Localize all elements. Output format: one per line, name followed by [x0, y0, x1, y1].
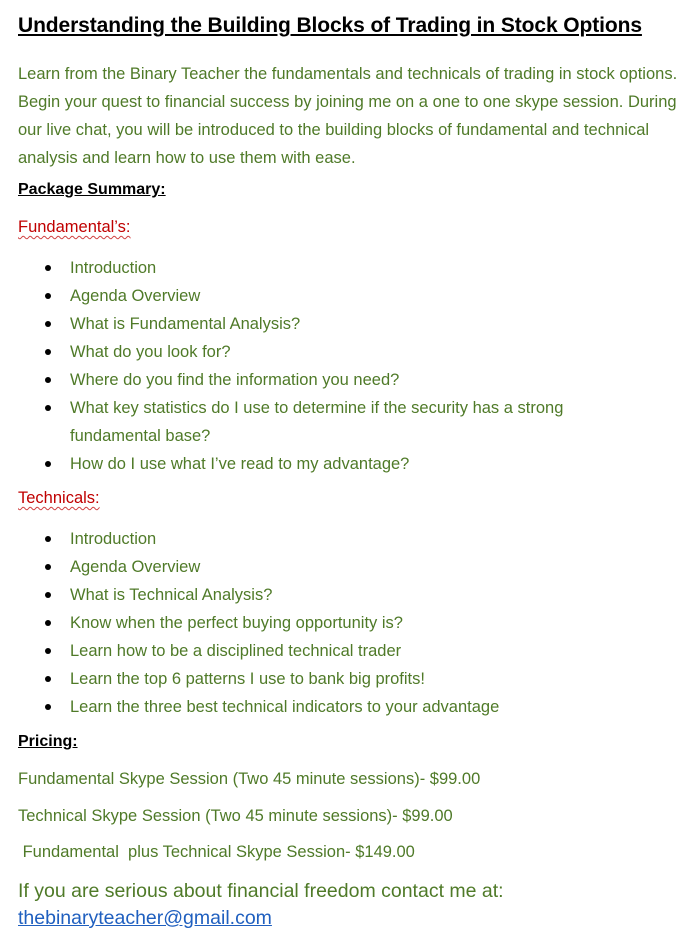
- list-item: What is Fundamental Analysis?: [0, 310, 680, 338]
- contact-text: If you are serious about financial freedom contact me at:: [18, 880, 504, 902]
- technicals-heading: Technicals:: [18, 489, 100, 507]
- email-link[interactable]: thebinaryteacher@gmail.com: [18, 907, 272, 929]
- bullet-icon: [45, 648, 51, 654]
- bullet-icon: [45, 321, 51, 327]
- page-title: Understanding the Building Blocks of Trading in Stock Options: [18, 14, 642, 37]
- bullet-icon: [45, 405, 51, 411]
- list-item: What key statistics do I use to determine if the security has a strong fundamental base?: [0, 394, 680, 450]
- list-item: Learn the three best technical indicators to your advantage: [0, 693, 680, 721]
- list-item: Agenda Overview: [0, 553, 680, 581]
- pricing-label: Pricing:: [18, 733, 78, 750]
- bullet-icon: [45, 461, 51, 467]
- bullet-icon: [45, 349, 51, 355]
- list-item: Know when the perfect buying opportunity is?: [0, 609, 680, 637]
- bullet-icon: [45, 564, 51, 570]
- price-line-fundamental: Fundamental Skype Session (Two 45 minute sessions)- $99.00: [18, 770, 481, 788]
- bullet-icon: [45, 704, 51, 710]
- list-item: How do I use what I’ve read to my advantage?: [0, 450, 680, 478]
- bullet-icon: [45, 676, 51, 682]
- bullet-icon: [45, 592, 51, 598]
- list-item: What is Technical Analysis?: [0, 581, 680, 609]
- list-item: Learn how to be a disciplined technical trader: [0, 637, 680, 665]
- bullet-icon: [45, 377, 51, 383]
- package-summary-label: Package Summary:: [18, 181, 166, 198]
- price-line-combined: Fundamental plus Technical Skype Session- $149.00: [18, 843, 415, 861]
- intro-paragraph: Learn from the Binary Teacher the fundamentals and technicals of trading in stock options. Begin your quest to financial success by joining me on a one to one skype session. During our live chat, you will be introduced to the building blocks of fundamental and technical analysis and learn how to use them with ease.: [18, 65, 678, 167]
- list-item: Learn the top 6 patterns I use to bank big profits!: [0, 665, 680, 693]
- fundamentals-list: [0, 254, 680, 478]
- list-item: Agenda Overview: [0, 282, 680, 310]
- bullet-icon: [45, 265, 51, 271]
- bullet-icon: [45, 293, 51, 299]
- list-item: Introduction: [0, 254, 680, 282]
- fundamentals-heading: Fundamental’s:: [18, 218, 131, 236]
- bullet-icon: [45, 536, 51, 542]
- list-item: What do you look for?: [0, 338, 680, 366]
- contact-block: [18, 878, 504, 932]
- list-item: Introduction: [0, 525, 680, 553]
- bullet-icon: [45, 620, 51, 626]
- technicals-list: [0, 525, 680, 721]
- list-item: Where do you find the information you need?: [0, 366, 680, 394]
- price-line-technical: Technical Skype Session (Two 45 minute sessions)- $99.00: [18, 807, 453, 825]
